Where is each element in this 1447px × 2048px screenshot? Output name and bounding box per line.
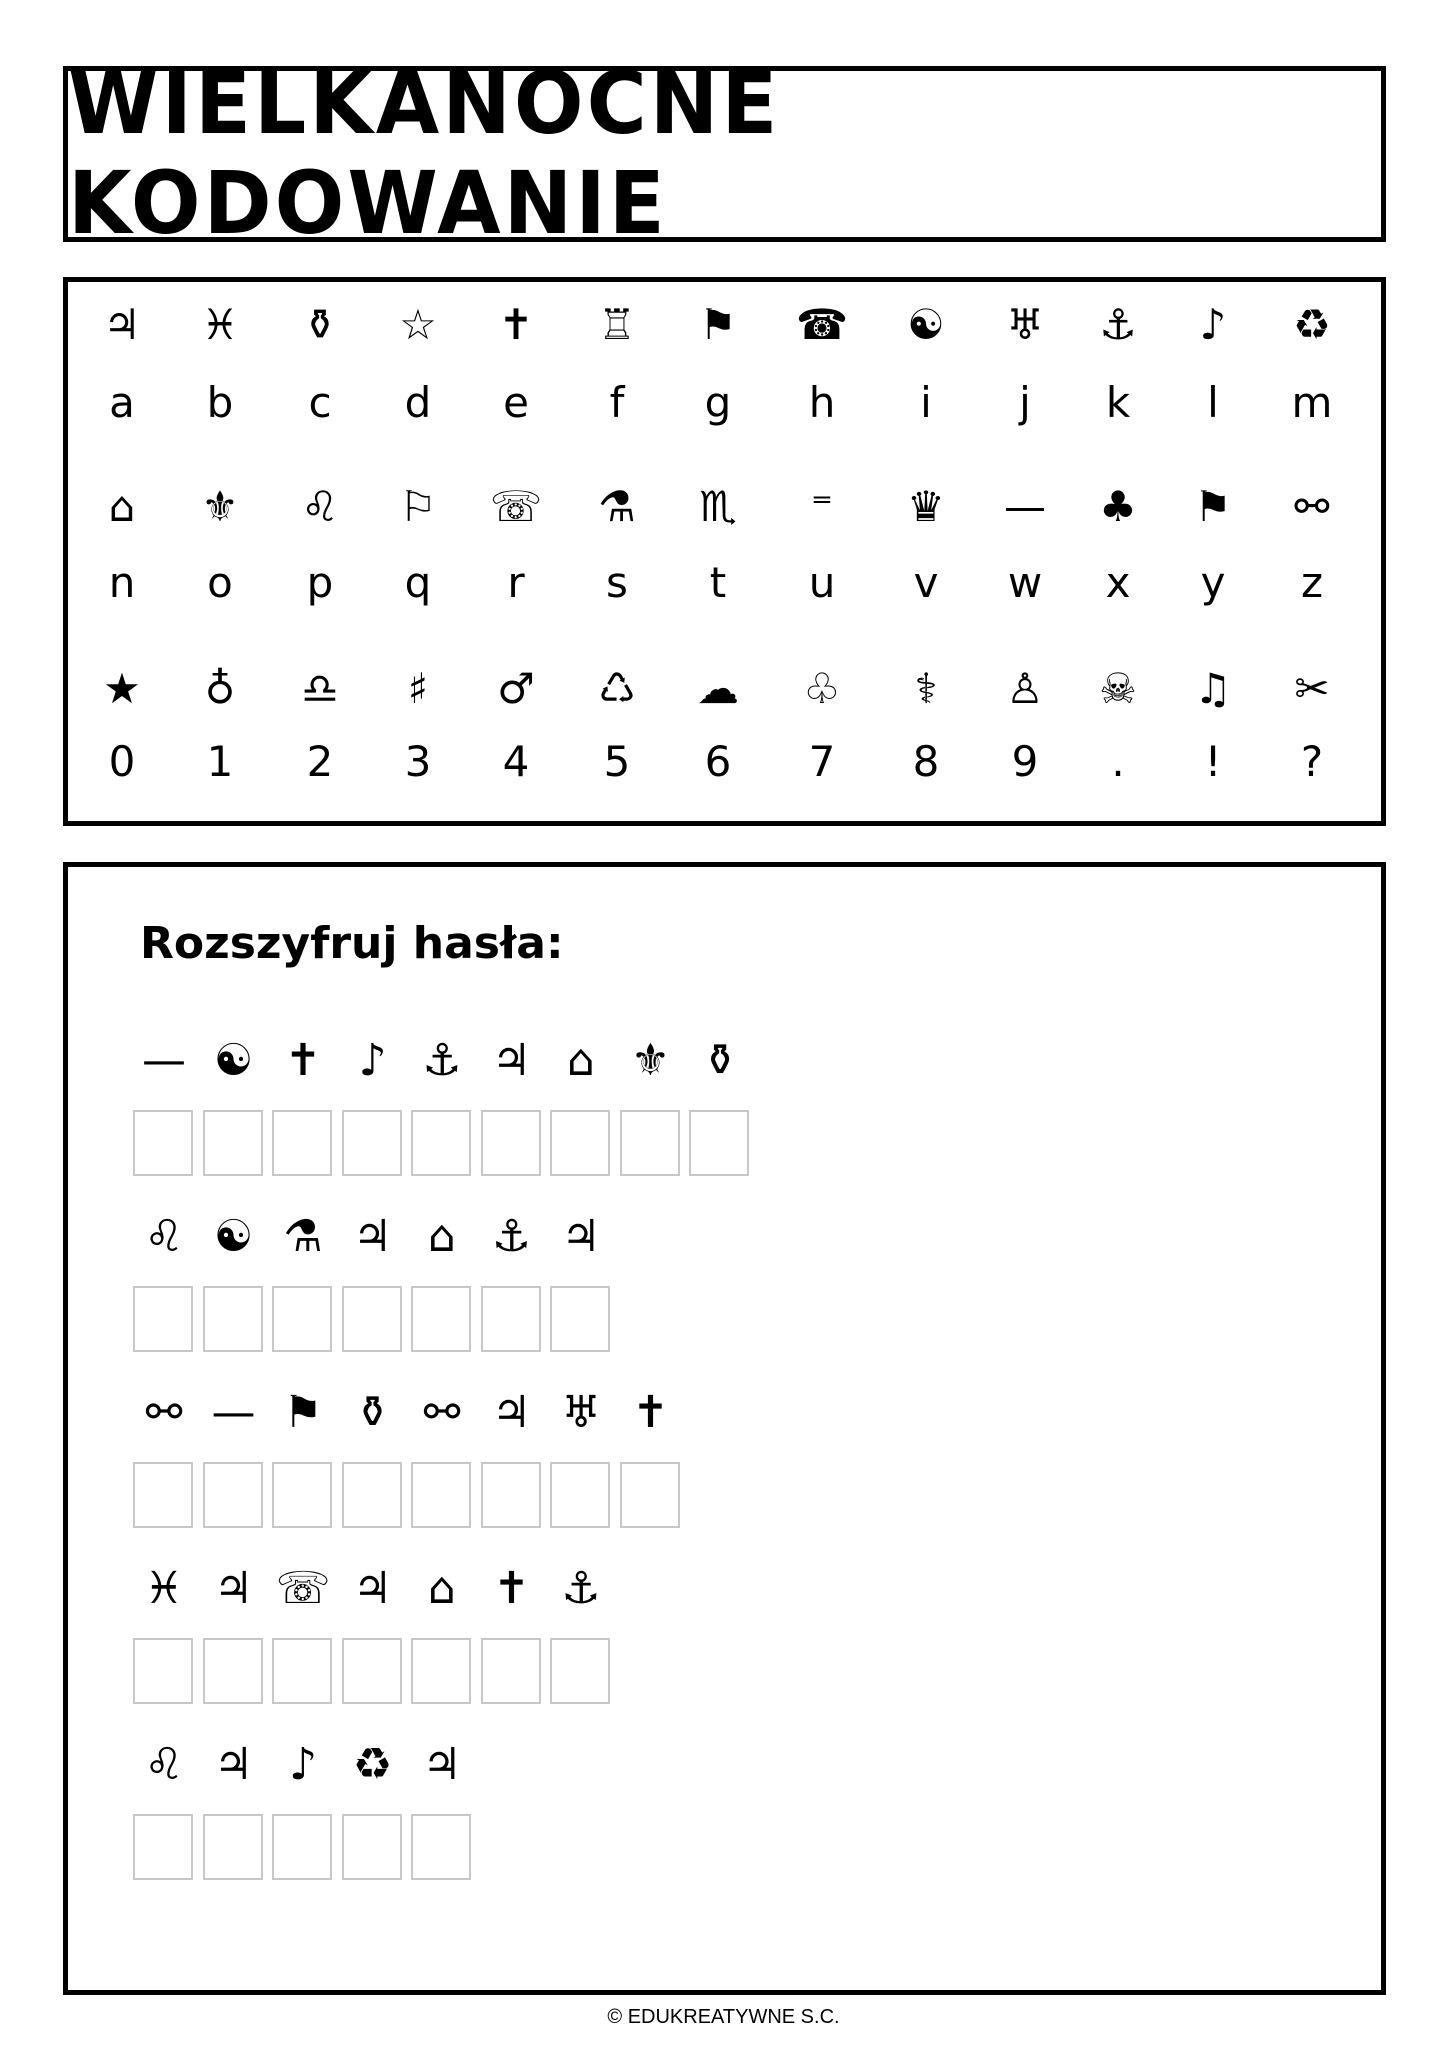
legend-symbol: ☆ [399, 300, 437, 349]
legend-symbol: ☏ [489, 482, 543, 531]
answer-box[interactable] [342, 1110, 402, 1176]
answer-box[interactable] [481, 1286, 541, 1352]
legend-symbol: ⚗ [598, 482, 636, 531]
legend-symbol: ⚑ [699, 300, 737, 349]
puzzle-symbol: ⚜ [630, 1035, 671, 1086]
legend-symbol: ✝ [498, 300, 534, 349]
legend-letter: v [913, 558, 939, 607]
answer-box[interactable] [203, 1110, 263, 1176]
answer-box[interactable] [550, 1110, 610, 1176]
legend-letter: i [920, 378, 932, 427]
legend-symbol: ☯ [907, 300, 945, 349]
puzzle-symbol: ♓ [144, 1563, 184, 1614]
page-title: WIELKANOCNE KODOWANIE [68, 54, 781, 254]
answer-box[interactable] [203, 1286, 263, 1352]
puzzle-symbol: ⚗ [283, 1211, 323, 1262]
legend-letter: q [404, 558, 432, 607]
legend-letter: 1 [206, 737, 234, 786]
answer-box[interactable] [550, 1462, 610, 1528]
answer-box[interactable] [550, 1286, 610, 1352]
legend-letter: 8 [912, 737, 940, 786]
legend-letter: . [1111, 737, 1125, 786]
answer-box[interactable] [342, 1814, 402, 1880]
puzzle-symbol: ⌂ [567, 1035, 595, 1086]
answer-box[interactable] [411, 1110, 471, 1176]
puzzle-symbol: ✝ [493, 1563, 530, 1614]
legend-letter: w [1007, 558, 1043, 607]
puzzle-symbol: ☯ [213, 1035, 254, 1086]
legend-letter: f [609, 378, 625, 427]
legend-symbol: ⚯ [1294, 482, 1330, 531]
puzzle-symbol: ♃ [213, 1739, 254, 1790]
puzzle-symbol: ♪ [358, 1035, 387, 1086]
legend-letter: b [206, 378, 234, 427]
puzzle-symbol: ⚱ [701, 1035, 739, 1086]
answer-box[interactable] [620, 1462, 680, 1528]
legend-letter: 0 [108, 737, 136, 786]
legend-letter: d [404, 378, 432, 427]
legend-letter: z [1300, 558, 1324, 607]
answer-box[interactable] [203, 1814, 263, 1880]
answer-box[interactable] [481, 1110, 541, 1176]
legend-letter: 5 [603, 737, 631, 786]
legend-letter: y [1200, 558, 1226, 607]
legend-symbol: ♻ [1293, 300, 1331, 349]
answer-box[interactable] [133, 1110, 193, 1176]
legend-symbol: ⚜ [201, 482, 239, 531]
answer-box[interactable] [411, 1814, 471, 1880]
puzzle-symbol: ⚓ [561, 1563, 601, 1614]
answer-box[interactable] [342, 1286, 402, 1352]
puzzle-symbol: — [142, 1035, 186, 1086]
legend-symbol: ⁼ [810, 482, 834, 531]
puzzle-symbol: ✝ [284, 1035, 322, 1086]
answer-box[interactable] [481, 1462, 541, 1528]
answer-box[interactable] [550, 1638, 610, 1704]
legend-symbol: ♺ [598, 664, 636, 713]
puzzle-symbol: ♃ [352, 1563, 393, 1614]
legend-letter: c [308, 378, 332, 427]
puzzle-symbol: ⌂ [428, 1563, 456, 1614]
legend-letter: m [1291, 378, 1333, 427]
puzzle-symbol: ⚓ [422, 1035, 462, 1086]
copyright-footer: © EDUKREATYWNE S.C. [607, 2006, 840, 2028]
puzzle-symbol: ⚱ [354, 1387, 391, 1438]
legend-symbol: ♃ [103, 300, 141, 349]
answer-box[interactable] [620, 1110, 680, 1176]
legend-letter: 9 [1011, 737, 1039, 786]
legend-letter: x [1105, 558, 1131, 607]
legend-symbol: ♣ [1099, 482, 1137, 531]
puzzle-symbol: ♃ [561, 1211, 601, 1262]
legend-symbol: ♂ [497, 664, 535, 713]
answer-box[interactable] [133, 1286, 193, 1352]
legend-symbol: ♅ [1006, 300, 1044, 349]
legend-letter: 6 [704, 737, 732, 786]
puzzle-symbol: ♌ [144, 1739, 184, 1790]
answer-box[interactable] [272, 1286, 332, 1352]
legend-symbol: ⚐ [399, 482, 437, 531]
legend-symbol: ♪ [1199, 300, 1227, 349]
legend-letter: o [207, 558, 233, 607]
legend-letter: ! [1204, 737, 1222, 786]
legend-letter: ? [1300, 737, 1324, 786]
answer-box[interactable] [689, 1110, 749, 1176]
legend-letter: 3 [404, 737, 432, 786]
answer-box[interactable] [481, 1638, 541, 1704]
legend-symbol: ⚱ [302, 300, 338, 349]
legend-symbol: ♧ [803, 664, 841, 713]
legend-symbol: ☎ [795, 300, 849, 349]
puzzle-symbol: ⚑ [283, 1387, 323, 1438]
answer-box[interactable] [272, 1638, 332, 1704]
legend-symbol: ⚓ [1099, 300, 1137, 349]
answer-box[interactable] [411, 1638, 471, 1704]
puzzle-symbol: ♃ [422, 1739, 462, 1790]
answer-box[interactable] [203, 1462, 263, 1528]
puzzle-symbol: ♻ [352, 1739, 393, 1790]
answer-box[interactable] [411, 1286, 471, 1352]
legend-letter: r [507, 558, 525, 607]
legend-letter: 7 [808, 737, 836, 786]
legend-symbol: ☠ [1099, 664, 1137, 713]
legend-symbol: ♛ [907, 482, 945, 531]
legend-letter: 4 [502, 737, 530, 786]
legend-symbol: ♏ [699, 482, 737, 531]
legend-letter: a [109, 378, 135, 427]
legend-letter: u [808, 558, 836, 607]
legend-symbol: ♯ [407, 664, 429, 713]
answer-box[interactable] [342, 1462, 402, 1528]
puzzle-symbol: ♌ [144, 1211, 184, 1262]
legend-letter: s [606, 558, 628, 607]
legend-letter: n [108, 558, 136, 607]
puzzle-symbol: ♃ [213, 1563, 254, 1614]
answer-box[interactable] [411, 1462, 471, 1528]
puzzle-symbol: ⚯ [145, 1387, 183, 1438]
title-box [63, 54, 1386, 254]
puzzle-heading: Rozszyfruj hasła: [140, 918, 564, 969]
puzzle-symbol: ☏ [275, 1563, 331, 1614]
answer-box[interactable] [272, 1462, 332, 1528]
answer-box[interactable] [342, 1638, 402, 1704]
legend-letter: k [1105, 378, 1131, 427]
puzzle-symbol: ⌂ [428, 1211, 456, 1262]
legend-symbol: ♓ [201, 300, 239, 349]
legend-symbol: — [1004, 482, 1046, 531]
puzzle-symbol: ♪ [288, 1739, 318, 1790]
legend-symbol: ♫ [1194, 664, 1232, 713]
answer-box[interactable] [133, 1638, 193, 1704]
legend-letter: p [306, 558, 334, 607]
legend-letter: t [709, 558, 727, 607]
puzzle-symbol: ✝ [632, 1387, 669, 1438]
legend-symbol: ♁ [204, 664, 236, 713]
answer-box[interactable] [133, 1462, 193, 1528]
answer-box[interactable] [272, 1110, 332, 1176]
puzzle-symbol: ♅ [561, 1387, 601, 1438]
legend-symbol: ✂ [1294, 664, 1330, 713]
puzzle-symbol: ♃ [491, 1387, 532, 1438]
legend-letter: e [503, 378, 529, 427]
legend-symbol: ♖ [598, 300, 636, 349]
answer-box[interactable] [272, 1814, 332, 1880]
legend-letter: 2 [306, 737, 334, 786]
legend-symbol: ♙ [1006, 664, 1044, 713]
legend-symbol: ⚕ [914, 664, 938, 713]
legend-symbol: ♌ [301, 482, 339, 531]
puzzle-symbol: — [211, 1387, 256, 1438]
puzzle-symbol: ⚯ [423, 1387, 461, 1438]
legend-letter: l [1207, 378, 1219, 427]
answer-box[interactable] [133, 1814, 193, 1880]
legend-symbol: ⚑ [1194, 482, 1232, 531]
legend-symbol: ⌂ [108, 482, 136, 531]
puzzle-symbol: ♃ [491, 1035, 532, 1086]
legend-symbol: ♎ [301, 664, 339, 713]
legend-letter: j [1019, 378, 1031, 427]
puzzle-symbol: ☯ [213, 1211, 254, 1262]
legend-letter: g [704, 378, 732, 427]
legend-symbol: ★ [103, 664, 141, 713]
legend-symbol: ☁ [697, 664, 739, 713]
answer-box[interactable] [203, 1638, 263, 1704]
puzzle-symbol: ♃ [352, 1211, 393, 1262]
puzzle-symbol: ⚓ [491, 1211, 532, 1262]
legend-letter: h [808, 378, 836, 427]
